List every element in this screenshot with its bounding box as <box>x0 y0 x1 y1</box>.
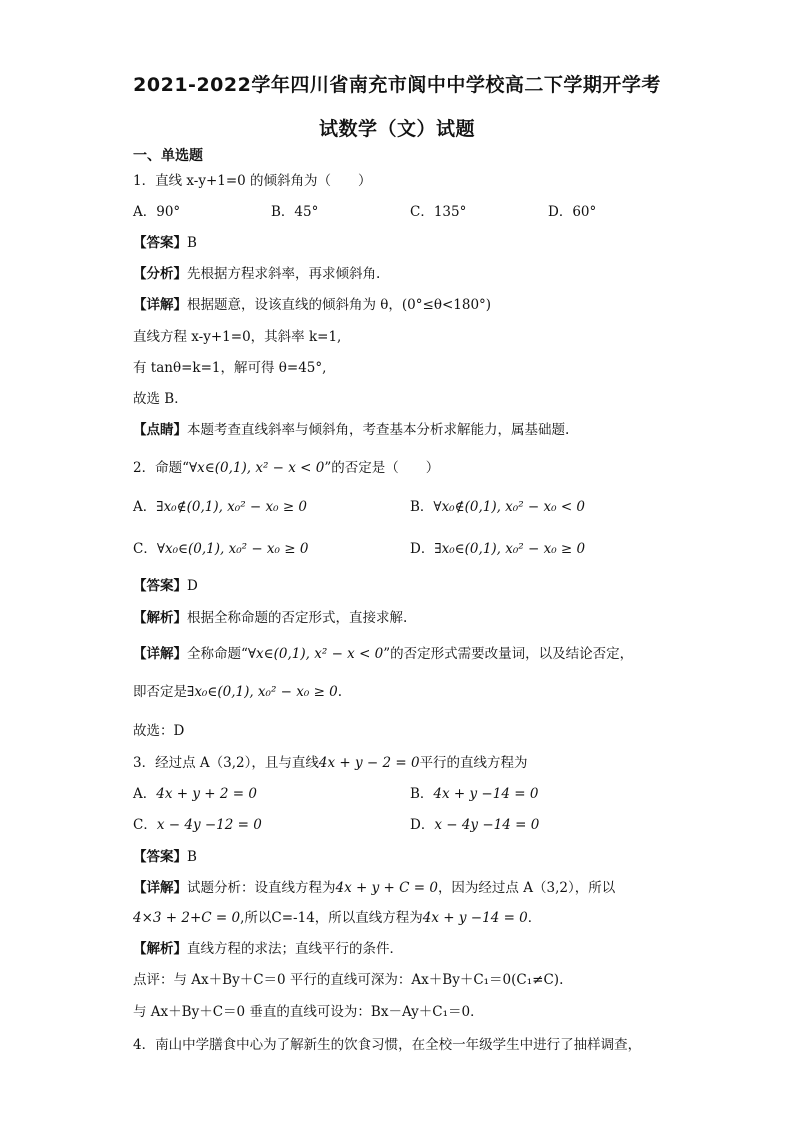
option-formula: 4x + y + 2 = 0 <box>156 786 257 802</box>
answer-tag: 【答案】 <box>133 578 187 594</box>
q1-comment <box>133 421 569 439</box>
answer-tag: 【答案】 <box>133 235 187 251</box>
comment-text: 本题考查直线斜率与倾斜角，考查基本分析求解能力，属基础题. <box>187 422 570 438</box>
analysis-text: 先根据方程求斜率，再求倾斜角. <box>187 266 381 282</box>
answer-value: D <box>187 578 198 594</box>
analysis-tag: 【解析】 <box>133 941 187 957</box>
q1-option-a: A．90° <box>133 204 181 220</box>
q3-option-d <box>410 816 539 834</box>
q2-stem-formula: ∀x∈(0,1), x² − x < 0 <box>189 460 325 476</box>
q3-option-c <box>133 816 262 834</box>
detail-formula: ∃x₀∈(0,1), x₀² − x₀ ≥ 0 <box>187 684 338 700</box>
q3-stem-suffix: 平行的直线方程为 <box>419 755 528 771</box>
analysis-tag: 【分析】 <box>133 266 187 282</box>
answer-value: B <box>187 849 197 865</box>
q1-option-c: C．135° <box>410 204 467 220</box>
q3-stem <box>133 754 528 772</box>
detail-formula: 4×3 + 2+C = 0 <box>133 910 241 926</box>
detail-text: ,所以C=-14，所以直线方程为 <box>240 910 423 926</box>
detail-tag: 【详解】 <box>133 646 187 662</box>
answer-tag: 【答案】 <box>133 849 187 865</box>
option-label: D． <box>410 817 435 833</box>
page-title-line-2: 试数学（文）试题 <box>318 118 475 140</box>
detail-text-suffix: ”的否定形式需要改量词，以及结论否定， <box>383 646 634 662</box>
detail-text-suffix: ． <box>527 910 542 926</box>
option-label: B． <box>410 499 434 515</box>
comment-tag: 【点睛】 <box>133 422 187 438</box>
q1-detail-line-4: 故选 B． <box>133 391 188 407</box>
option-formula: ∃x₀∈(0,1), x₀² − x₀ ≥ 0 <box>434 541 586 557</box>
q2-option-d <box>410 540 585 558</box>
q3-answer <box>133 848 197 866</box>
detail-text-suffix: . <box>337 684 343 700</box>
q1-stem: 1．直线 x-y+1=0 的倾斜角为（ ） <box>133 173 372 189</box>
q2-detail-line-3: 故选：D <box>133 723 185 739</box>
detail-formula-2: 4x + y −14 = 0 <box>422 910 528 926</box>
q1-answer <box>133 234 197 252</box>
option-label: A． <box>133 499 157 515</box>
q4-stem: 4．南山中学膳食中心为了解新生的饮食习惯，在全校一年级学生中进行了抽样调查， <box>133 1037 642 1053</box>
option-formula: ∀x₀∉(0,1), x₀² − x₀ < 0 <box>433 499 586 515</box>
q3-analysis <box>133 940 403 958</box>
q1-detail-line-2: 直线方程 x-y+1=0，其斜率 k=1, <box>133 329 342 345</box>
q1-detail <box>133 296 491 314</box>
option-label: C． <box>133 817 157 833</box>
answer-value: B <box>187 235 197 251</box>
q3-stem-prefix: 3．经过点 A（3,2），且与直线 <box>133 755 319 771</box>
q3-stem-formula: 4x + y − 2 = 0 <box>318 755 420 771</box>
q1-analysis <box>133 265 380 283</box>
detail-text: 根据题意，设该直线的倾斜角为 θ，(0°≤θ<180°) <box>187 297 492 313</box>
q3-note-line-1: 点评：与 Ax＋By＋C＝0 平行的直线可深为：Ax＋By＋C₁＝0(C₁≠C). <box>133 972 564 988</box>
detail-formula: 4x + y + C = 0 <box>335 880 438 896</box>
q3-option-b <box>410 785 538 803</box>
option-label: B． <box>410 786 434 802</box>
detail-tag: 【详解】 <box>133 297 187 313</box>
option-formula: 4x + y −14 = 0 <box>433 786 539 802</box>
q2-analysis <box>133 609 407 627</box>
section-heading: 一、单选题 <box>133 148 203 164</box>
q2-stem <box>133 459 439 477</box>
q3-detail <box>133 879 615 897</box>
q3-option-a <box>133 785 257 803</box>
q2-option-a <box>133 498 307 516</box>
option-label: C． <box>133 541 157 557</box>
option-label: D． <box>410 541 435 557</box>
q2-stem-suffix: ”的否定是（ ） <box>324 460 440 476</box>
option-formula: x − 4y −14 = 0 <box>434 817 540 833</box>
q2-stem-prefix: 2．命题“ <box>133 460 189 476</box>
q1-detail-line-3: 有 tanθ=k=1，解可得 θ=45°, <box>133 360 327 376</box>
option-label: A． <box>133 786 157 802</box>
q2-detail-line-2 <box>133 683 342 701</box>
analysis-tag: 【解析】 <box>133 610 187 626</box>
q1-option-d: D．60° <box>548 204 597 220</box>
detail-text: 即否定是 <box>133 684 187 700</box>
q3-note-line-2: 与 Ax＋By＋C＝0 垂直的直线可设为：Bx－Ay＋C₁＝0． <box>133 1004 484 1020</box>
q1-option-b: B．45° <box>271 204 319 220</box>
q2-answer <box>133 577 198 595</box>
detail-text: 全称命题“ <box>187 646 248 662</box>
detail-tag: 【详解】 <box>133 880 187 896</box>
q2-detail <box>133 645 633 663</box>
detail-text: 试题分析：设直线方程为 <box>187 880 336 896</box>
detail-formula: ∀x∈(0,1), x² − x < 0 <box>247 646 384 662</box>
analysis-text: 直线方程的求法；直线平行的条件． <box>187 941 403 957</box>
q2-option-b <box>410 498 585 516</box>
detail-text-suffix: ，因为经过点 A（3,2），所以 <box>437 880 616 896</box>
q2-option-c <box>133 540 308 558</box>
option-formula: ∃x₀∉(0,1), x₀² − x₀ ≥ 0 <box>156 499 308 515</box>
q3-detail-line-2 <box>133 909 541 927</box>
option-formula: ∀x₀∈(0,1), x₀² − x₀ ≥ 0 <box>156 541 309 557</box>
page-title-line-1: 2021-2022学年四川省南充市阆中中学校高二下学期开学考 <box>133 74 661 96</box>
option-formula: x − 4y −12 = 0 <box>156 817 262 833</box>
analysis-text: 根据全称命题的否定形式，直接求解. <box>187 610 408 626</box>
